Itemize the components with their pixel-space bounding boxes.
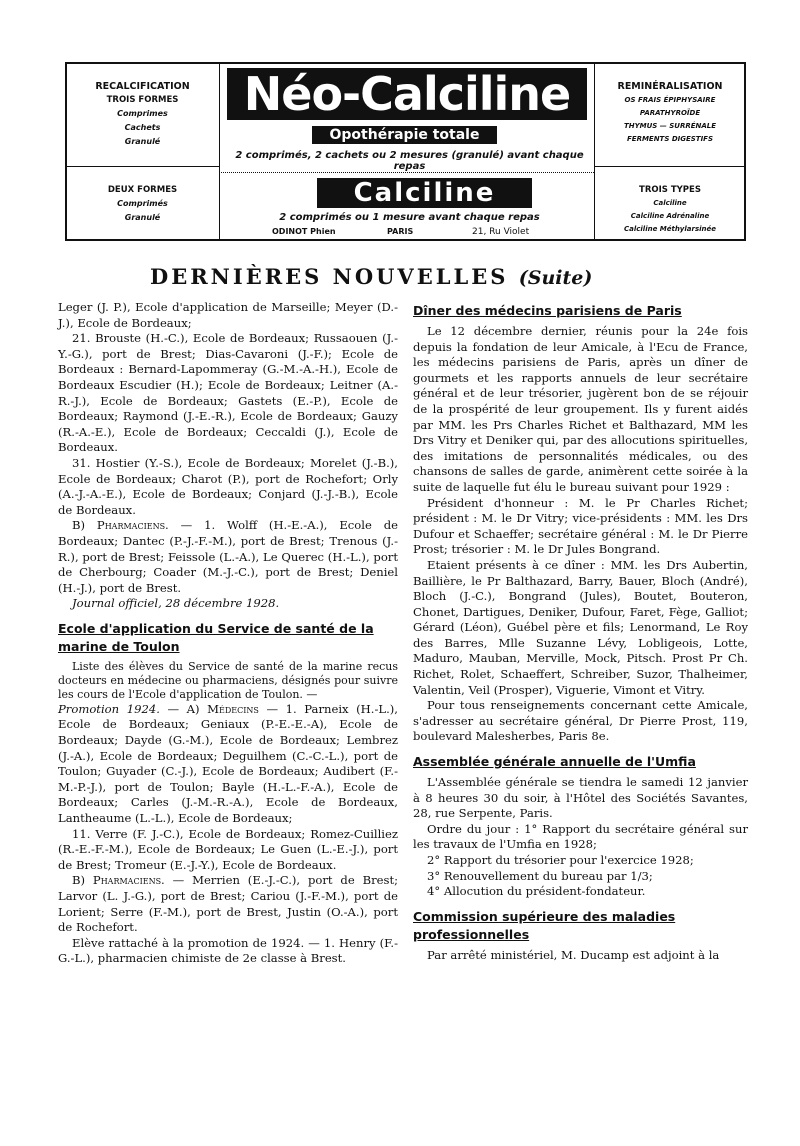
page-title-suite: (Suite) <box>518 267 593 289</box>
paragraph-text: — 1. Parneix (H.-L.), Ecole de Bordeaux; Geniaux (P.-E.-E.-A), Ecole de Bordeaux; Dayde (G.-M.), Ecole de Bordeaux; Lembrez (J.-A.), Ecole de Bordeaux; Deguilhem (C.-C.-L.), port de Toulon; Guyader (C.-J.), Ecole de Bordeaux; Audibert (F.-M.-P.-J.), port de Toulon; Bayle (H.-L.-F.-A.), Ecole de Bordeaux; Carles (J.-M.-R.-A.), Ecole de Bordeaux, Lantheaume (L.-L.), Ecole de Bordeaux; <box>58 701 398 826</box>
ad-right-top-item: OS FRAIS ÉPIPHYSAIRE <box>624 96 716 104</box>
citation <box>58 596 398 612</box>
ad-right-top-title: REMINÉRALISATION <box>617 81 723 92</box>
paragraph: 11. Verre (F. J.-C.), Ecole de Bordeaux; Romez-Cuilliez (R.-E.-F.-M.), Ecole de Bordeaux; Le Guen (L.-E.-J.), port de Brest; Tromeur (E.-J.-Y.), Ecole de Bordeaux. <box>58 826 398 872</box>
page-title <box>150 264 660 289</box>
ad-right-top-item: PARATHYROÏDE <box>639 109 701 117</box>
paragraph: Par arrêté ministériel, M. Ducamp est adjoint à la <box>427 947 720 962</box>
ad-right-bottom-title: TROIS TYPES <box>639 185 701 195</box>
paragraph: L'Assemblée générale se tiendra le samedi 12 janvier à 8 heures 30 du soir, à l'Hôtel des Sociétés Savantes, 28, rue Serpente, Paris. <box>413 775 748 821</box>
paragraph: Leger (J. P.), Ecole d'application de Marseille; Meyer (D.-J.), Ecole de Bordeaux; <box>58 300 398 330</box>
ad-right-bottom <box>599 184 741 236</box>
ad-left-top-item: Comprimes <box>117 109 168 118</box>
ad-divider <box>219 64 220 239</box>
brand-calciline: Calciline <box>317 178 532 208</box>
paragraph: 21. Brouste (H.-C.), Ecole de Bordeaux; Russaouen (J.-Y.-G.), port de Brest; Dias-Cavaroni (J.-F.); Ecole de Bordeaux : Bernard-Lapommeray (G.-M.-A.-H.), Ecole de Bordeaux Escudier (H.); Ecole de Bordeaux; Leitner (A.-R.-J.), Ecole de Bordeaux; Gastets (E.-P.), Ecole de Bordeaux; Raymond (J.-E.-R.), Ecole de Bordeaux; Gauzy (R.-A.-E.), Ecole de Bordeaux; Ceccaldi (J.), Ecole de Bordeaux. <box>58 331 398 455</box>
left-column <box>58 300 398 967</box>
ad-left-bottom-item: Granulé <box>124 213 161 222</box>
paragraph: Ordre du jour : 1° Rapport du secrétaire général sur les travaux de l'Umfia en 1928; <box>413 821 748 852</box>
ad-right-bottom-item: Calciline Adrénaline <box>630 212 710 220</box>
ad-right-bottom-item: Calciline <box>653 199 687 207</box>
section-label: B) Pharmaciens. <box>72 873 165 888</box>
brand-tagline: Opothérapie totale <box>312 126 497 144</box>
dosage-calciline: 2 comprimés ou 1 mesure avant chaque repas <box>279 212 540 223</box>
ad-left-top <box>75 80 210 149</box>
ad-maker: ODINOT Phien <box>272 227 336 236</box>
section-heading: Ecole d'application du Service de santé de la marine de Toulon <box>58 620 374 654</box>
section-heading: Commission supérieure des maladies professionnelles <box>413 908 676 942</box>
paragraph: Président d'honneur : M. le Pr Charles Richet; président : M. le Dr Vitry; vice-présidents : MM. les Drs Dufour et Schaeffer; secrétaire général : M. le Dr Pierre Prost; trésorier : M. le Dr Jules Bongrand. <box>413 495 748 557</box>
ad-right-bottom-item: Calciline Méthylarsinée <box>623 225 716 233</box>
paragraph <box>58 873 398 935</box>
ad-left-top-subtitle: TROIS FORMES <box>106 95 179 105</box>
paragraph: 4° Allocution du président-fondateur. <box>427 884 646 899</box>
right-column <box>413 300 748 963</box>
ad-right-top-item: FERMENTS DIGESTIFS <box>627 135 713 143</box>
ad-left-bottom-title: DEUX FORMES <box>107 185 178 195</box>
ad-address: 21, Ru Violet <box>472 227 530 237</box>
paragraph <box>58 518 398 596</box>
paragraph: 31. Hostier (Y.-S.), Ecole de Bordeaux; Morelet (J.-B.), Ecole de Bordeaux; Charot (P.), port de Rochefort; Orly (A.-J.-A.-E.), Ecole de Bordeaux; Conjard (J.-J.-B.), Ecole de Bordeaux. <box>58 455 398 517</box>
section-label: — A) Médecins <box>159 701 259 716</box>
page-title-main: DERNIÈRES NOUVELLES <box>150 264 509 289</box>
paragraph-text: — Merrien (E.-J.-C.), port de Brest; Larvor (L. J.-G.), port de Brest; Cariou (J.-F.-M.), port de Lorient; Serre (F.-M.), port de Brest, Justin (O.-A.), port de Rochefort. <box>58 873 399 935</box>
ad-divider <box>594 166 746 167</box>
paragraph: Le 12 décembre dernier, réunis pour la 24e fois depuis la fondation de leur Amicale, à l'Ecu de France, les médecins parisiens de Paris, après un dîner de gourmets et les rapports annuels de leur secrétaire général et de leur trésorier, jugèrent bon de se réjouir de la prospérité de leur groupement. Ils y furent aidés par MM. les Prs Charles Richet et Balthazard, MM les Drs Vitry et Deniker qui, par des allocutions spirituelles, des imitations de personnalités médicales, ou des chansons de salles de garde, animèrent cette soirée à la suite de laquelle fut élu le bureau suivant pour 1929 : <box>413 324 748 494</box>
section-heading: Assemblée générale annuelle de l'Umfia <box>413 754 696 770</box>
paragraph: Elève rattaché à la promotion de 1924. — 1. Henry (F.-G.-L.), pharmacien chimiste de 2e classe à Brest. <box>58 935 398 966</box>
paragraph <box>58 702 398 827</box>
section-heading: Dîner des médecins parisiens de Paris <box>413 303 682 318</box>
ad-city: PARIS <box>387 227 414 236</box>
paragraph: 3° Renouvellement du bureau par 1/3; <box>427 868 653 883</box>
ad-right-top-item: THYMUS — SURRÉNALE <box>623 122 717 130</box>
ad-left-top-item: Cachets <box>124 123 161 132</box>
advertisement-box <box>65 62 746 241</box>
dosage-neo-calciline: 2 comprimés, 2 cachets ou 2 mesures (granulé) avant chaque repas <box>235 150 584 172</box>
ad-right-top <box>599 80 741 146</box>
paragraph: 2° Rapport du trésorier pour l'exercice 1928; <box>427 853 694 867</box>
ad-left-bottom-item: Comprimés <box>117 199 168 208</box>
ad-divider <box>594 64 595 239</box>
promotion-label: Promotion 1924. <box>58 701 160 716</box>
ad-left-top-title: RECALCIFICATION <box>95 81 190 92</box>
citation-text: Journal officiel, 28 décembre 1928. <box>72 596 280 611</box>
section-label: B) Pharmaciens. <box>72 518 169 533</box>
ad-divider <box>219 172 594 173</box>
ad-left-top-item: Granulé <box>124 137 161 146</box>
paragraph: Etaient présents à ce dîner : MM. les Drs Aubertin, Baillière, le Pr Balthazard, Barry, Bauer, Bloch (André), Bloch (J.-C.), Bongrand (Jules), Boutet, Bouteron, Chonet, Dartigues, Deniker, Dufour, Faret, Fège, Galliot; Gérard (Léon), Guébel père et fils; Lenormand, Le Roy des Barres, Mlle Suzanne Lévy, Lobligeois, Lotte, Maduro, Mauban, Merville, Mock, Pitsch. Prost Pr Ch. Richet, Rolet, Schaeffert, Schreiber, Suzor, Thalheimer, Valentin, Veil (Prosper), Viguerie, Vimont et Vitry. <box>413 557 748 697</box>
paragraph: Liste des élèves du Service de santé de la marine recus docteurs en médecine ou pharmaciens, désignés pour suivre les cours de l'Ecole d'application de Toulon. — <box>58 659 398 701</box>
brand-neo-calciline: Néo-Calciline <box>227 68 587 120</box>
paragraph: Pour tous renseignements concernant cette Amicale, s'adresser au secrétaire général, Dr Pierre Prost, 119, boulevard Malesherbes, Paris 8e. <box>413 698 748 744</box>
ad-divider <box>67 166 219 167</box>
ad-left-bottom <box>75 184 210 225</box>
paragraph-text: — 1. Wolff (H.-E.-A.), Ecole de Bordeaux; Dantec (P.-J.-F.-M.), port de Brest; Trenous (J.-R.), port de Brest; Feissole (L.-A.), Le Querec (H.-L.), port de Cherbourg; Coader (M.-J.-C.), port de Brest; Deniel (H.-J.), port de Brest. <box>58 518 398 595</box>
